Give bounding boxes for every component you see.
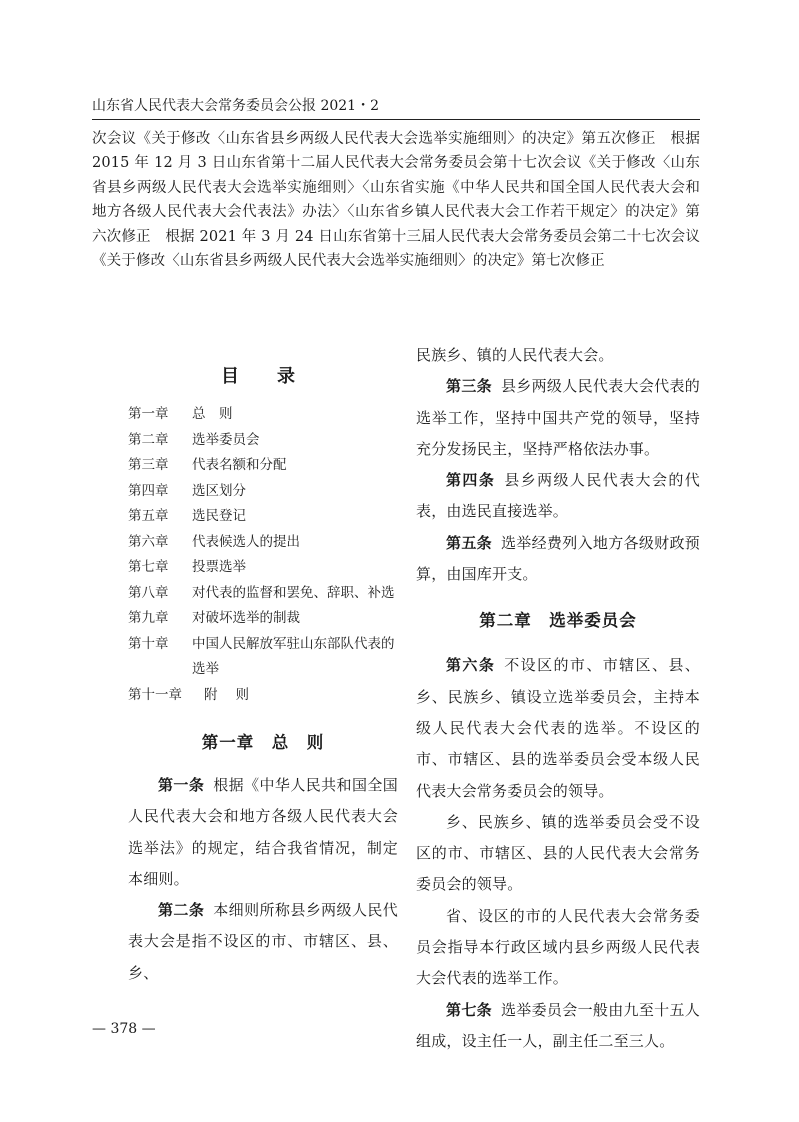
toc-chapter-title: 代表名额和分配 <box>192 457 287 473</box>
page-number: — 378 — <box>92 1021 156 1037</box>
toc-chapter-title: 选举委员会 <box>192 431 260 448</box>
article-paragraph: 乡、民族乡、镇的选举委员会受不设区的市、市辖区、县的人民代表大会常务委员会的领导。 <box>416 812 700 894</box>
article-text: 县乡两级人民代表大会代表的选举工作，坚持中国共产党的领导，坚持充分发扬民主，坚持严格依法办事。 <box>416 377 700 458</box>
toc-item <box>128 555 398 581</box>
toc-item <box>128 504 398 530</box>
toc-item <box>128 428 398 454</box>
article-text: 本细则所称县乡两级人民代表大会是指不设区的市、市辖区、县、乡、 <box>128 901 398 982</box>
toc-chapter-title: 代表候选人的提出 <box>192 533 300 550</box>
toc-chapter-number: 第七章 <box>128 559 169 575</box>
toc-chapter-number: 第八章 <box>128 584 169 601</box>
toc-chapter-title: 对代表的监督和罢免、辞职、补选 <box>192 584 395 601</box>
toc-title: 目 录 <box>221 366 305 387</box>
toc-chapter-title: 选民登记 <box>192 508 246 524</box>
toc-chapter-title: 对破坏选举的制裁 <box>192 610 300 626</box>
toc-item <box>128 530 398 556</box>
toc-chapter-number: 第一章 <box>128 406 169 422</box>
article-paragraph <box>416 995 700 1058</box>
chapter-heading: 第二章 选举委员会 <box>479 611 637 631</box>
article-label: 第五条 <box>446 533 492 552</box>
article-label: 第二条 <box>158 901 205 920</box>
article-text: 县乡两级人民代表大会的代表，由选民直接选举。 <box>416 471 700 521</box>
toc-chapter-title: 中国人民解放军驻山东部队代表的选举 <box>192 635 395 677</box>
article-label: 第四条 <box>446 471 496 490</box>
article-label: 第三条 <box>446 377 492 396</box>
article-text: 不设区的市、市辖区、县、乡、民族乡、镇设立选举委员会，主持本级人民代表大会代表的选举。不设区的市、市辖区、县的选举委员会受本级人民代表大会常务委员会的领导。 <box>416 656 700 800</box>
article-label: 第一条 <box>158 776 205 794</box>
toc-list <box>128 402 398 708</box>
toc-item <box>128 453 398 479</box>
toc-item <box>128 402 398 428</box>
header-divider <box>92 119 700 120</box>
toc-chapter-number: 第十一章 <box>128 686 182 703</box>
article-paragraph <box>416 465 700 528</box>
article-label: 第七条 <box>446 1000 492 1019</box>
article-text: 选举经费列入地方各级财政预算，由国库开支。 <box>416 533 700 584</box>
toc-chapter-title: 选区划分 <box>192 482 246 499</box>
toc-item <box>128 581 398 607</box>
article-text: 根据《中华人民共和国全国人民代表大会和地方各级人民代表大会选举法》的规定，结合我省情况，制定本细则。 <box>128 776 398 888</box>
article-paragraph <box>416 371 700 465</box>
toc-chapter-title: 附则 <box>204 686 267 703</box>
toc-item <box>128 683 398 709</box>
toc-chapter-number: 第四章 <box>128 482 169 499</box>
article-paragraph <box>128 770 398 895</box>
article-paragraph <box>128 895 398 989</box>
toc-chapter-number: 第三章 <box>128 457 169 473</box>
article-continuation: 民族乡、镇的人民代表大会。 <box>416 346 614 364</box>
chapter-heading: 第一章 总 则 <box>201 733 325 752</box>
toc-chapter-title: 投票选举 <box>192 559 246 575</box>
toc-chapter-number: 第六章 <box>128 533 169 550</box>
article-text: 选举委员会一般由九至十五人组成，设主任一人，副主任二至三人。 <box>416 1000 700 1050</box>
toc-chapter-title: 总 则 <box>192 406 233 422</box>
right-column <box>416 340 700 1057</box>
toc-item <box>128 606 398 632</box>
article-label: 第六条 <box>446 656 496 675</box>
left-column <box>128 340 398 989</box>
article-paragraph <box>416 528 700 591</box>
toc-chapter-number: 第九章 <box>128 610 169 626</box>
toc-chapter-number: 第十章 <box>128 635 169 652</box>
intro-paragraph: 次会议《关于修改〈山东省县乡两级人民代表大会选举实施细则〉的决定》第五次修正 根据 2015 年 12 月 3 日山东省第十二届人民代表大会常务委员会第十七次会议《关于修改〈山东省县乡两级人民代表大会选举实施细则〉〈山东省实施《中华人民共和国全国人民代表大会和地方各级人民代表大会代表法》办法〉〈山东省乡镇人民代表大会工作若干规定〉的决定》第六次修正 根据 2021 年 3 月 24 日山东省第十三届人民代表大会常务委员会第二十七次会议《关于修改〈山东省县乡两级人民代表大会选举实施细则〉的决定》第七次修正 <box>92 131 700 270</box>
toc-item <box>128 632 398 683</box>
toc-item <box>128 479 398 505</box>
toc-chapter-number: 第二章 <box>128 431 169 448</box>
article-paragraph <box>416 650 700 806</box>
running-header: 山东省人民代表大会常务委员会公报 2021・2 <box>92 98 379 114</box>
toc-chapter-number: 第五章 <box>128 508 169 524</box>
article-paragraph: 省、设区的市的人民代表大会常务委员会指导本行政区域内县乡两级人民代表大会代表的选举工作。 <box>416 906 700 988</box>
